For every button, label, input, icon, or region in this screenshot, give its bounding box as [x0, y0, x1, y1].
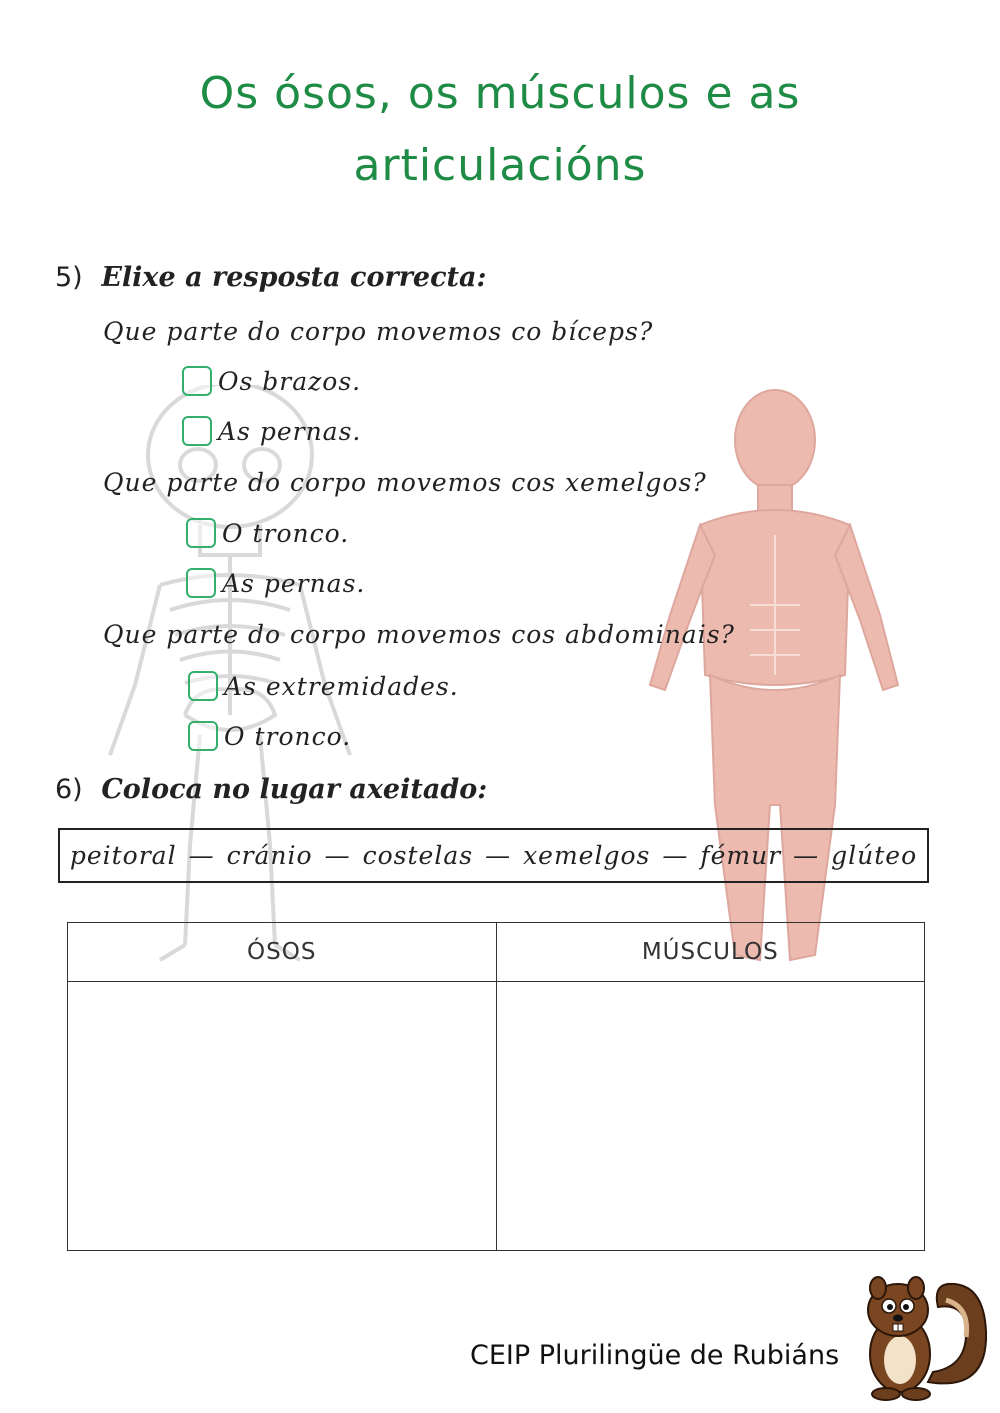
section-6-heading	[55, 774, 487, 805]
question-2: Que parte do corpo movemos cos xemelgos?	[103, 468, 707, 497]
option-q2-a[interactable]	[186, 518, 349, 548]
word-chip[interactable]: peitoral	[69, 841, 177, 870]
drop-zone-muscles[interactable]	[496, 982, 925, 1251]
word-chip[interactable]: cránio	[226, 841, 313, 870]
separator: —	[662, 841, 689, 870]
question-3: Que parte do corpo movemos cos abdominais?	[103, 620, 735, 649]
checkbox[interactable]	[188, 721, 218, 751]
option-label: As extremidades.	[224, 671, 459, 701]
checkbox[interactable]	[182, 416, 212, 446]
column-header-muscles: MÚSCULOS	[496, 923, 925, 982]
word-chip[interactable]: glúteo	[831, 841, 918, 870]
sorting-table	[67, 922, 925, 1251]
word-chip[interactable]: costelas	[362, 841, 474, 870]
title-line-2: articulacións	[353, 140, 647, 191]
checkbox[interactable]	[186, 568, 216, 598]
school-name: CEIP Plurilingüe de Rubiáns	[470, 1340, 840, 1371]
option-label: Os brazos.	[218, 366, 362, 396]
drop-zone-bones[interactable]	[68, 982, 497, 1251]
option-q3-a[interactable]	[188, 671, 459, 701]
option-label: O tronco.	[224, 721, 352, 751]
checkbox[interactable]	[186, 518, 216, 548]
word-bank	[58, 828, 929, 883]
separator: —	[485, 841, 512, 870]
section-6-number: 6)	[55, 774, 83, 805]
section-6-title: Coloca no lugar axeitado:	[101, 774, 488, 805]
page-title	[0, 58, 1000, 202]
option-q1-b[interactable]	[182, 416, 361, 446]
section-5-number: 5)	[55, 262, 83, 293]
section-5-title: Elixe a resposta correcta:	[101, 262, 487, 293]
column-header-bones: ÓSOS	[68, 923, 497, 982]
option-label: As pernas.	[218, 416, 362, 446]
separator: —	[324, 841, 351, 870]
squirrel-mascot-icon	[858, 1272, 993, 1402]
word-chip[interactable]: fémur	[700, 841, 782, 870]
separator: —	[793, 841, 820, 870]
section-5-heading	[55, 262, 486, 293]
option-label: As pernas.	[222, 568, 366, 598]
separator: —	[188, 841, 215, 870]
option-label: O tronco.	[222, 518, 350, 548]
checkbox[interactable]	[188, 671, 218, 701]
word-chip[interactable]: xemelgos	[523, 841, 651, 870]
option-q1-a[interactable]	[182, 366, 361, 396]
question-1: Que parte do corpo movemos co bíceps?	[103, 317, 654, 346]
title-line-1: Os ósos, os músculos e as	[199, 68, 801, 119]
option-q2-b[interactable]	[186, 568, 365, 598]
checkbox[interactable]	[182, 366, 212, 396]
option-q3-b[interactable]	[188, 721, 351, 751]
